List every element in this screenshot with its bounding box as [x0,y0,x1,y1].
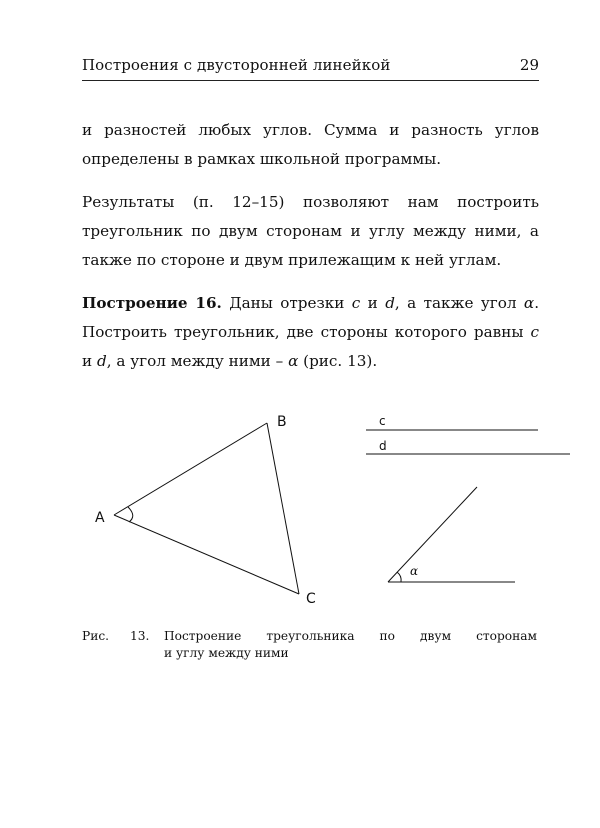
construction-text: Даны отрезки [221,294,352,312]
construction-label: Построение 16. [82,294,222,312]
angle-arc-alpha [397,572,401,582]
segment-c-label: c [379,414,386,428]
page-number: 29 [519,56,539,74]
vertex-c-label: C [306,591,316,607]
math-alpha: α [523,294,535,312]
construction-text: , а также угол [394,294,524,312]
vertex-b-label: B [277,414,287,430]
construction-text: , а угол между ними – [106,352,289,370]
segment-d-label: d [379,439,387,453]
paragraph-1: и разностей любых углов. Сумма и разность углов определены в рамках школьной программы. [82,121,539,168]
math-c: c [530,323,539,341]
caption-text [164,628,537,662]
caption-line-2: и углу между ними [164,646,289,660]
math-d: d [96,352,107,370]
construction-text: . Построить треугольник, две стороны которого равны [82,294,540,341]
side-ab [114,423,267,515]
vertex-a-label: A [95,510,105,526]
angle-ray-slanted [388,487,477,582]
caption-number: 13. [130,629,150,643]
triangle [114,423,299,594]
construction-text: (рис. 13). [298,352,378,370]
math-c: c [351,294,361,312]
caption-line-1: Построение треугольника по двум сторонам [164,629,537,643]
construction-text: и [82,352,97,370]
side-ac [114,515,299,594]
angle-alpha-label: α [410,564,419,578]
math-alpha: α [288,352,299,370]
side-bc [267,423,299,594]
header-title: Построения с двусторонней линейкой [82,56,391,74]
math-d: d [385,294,395,312]
angle-arc-a [128,507,133,522]
construction-text: и [360,294,386,312]
caption-prefix: Рис. [82,629,110,643]
paragraph-2: Результаты (п. 12–15) позволяют нам построить треугольник по двум сторонам и углу между ними, а также по стороне и двум прилежащим к ней углам. [82,193,539,269]
angle-alpha [388,487,515,582]
